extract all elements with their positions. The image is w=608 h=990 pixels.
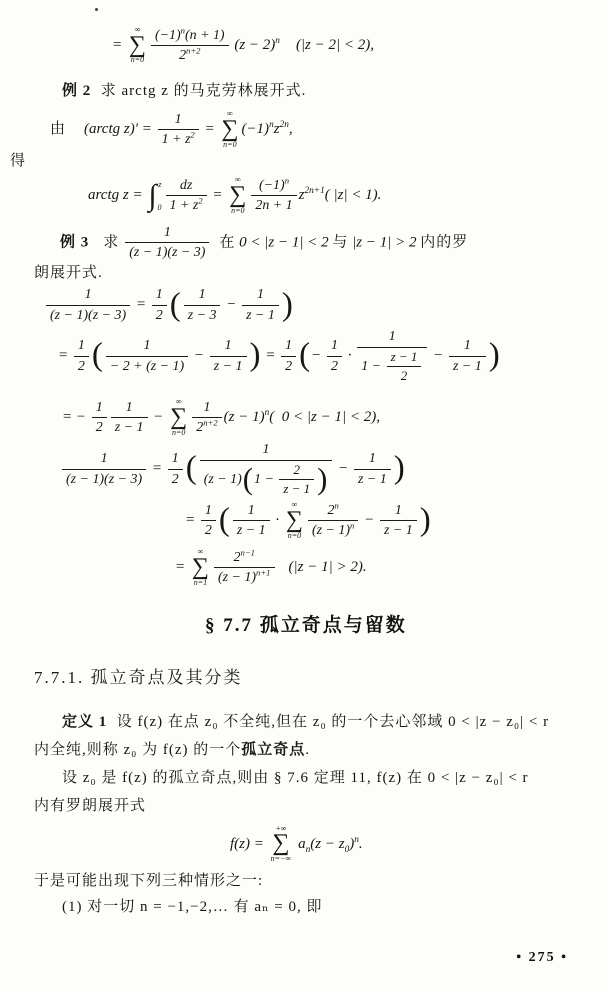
math-run: 2 xyxy=(331,358,338,374)
fraction-denominator xyxy=(111,418,148,436)
fraction-numerator xyxy=(111,399,148,418)
math-run: 1 xyxy=(171,451,179,467)
big-paren: ) xyxy=(317,461,328,496)
fraction-numerator xyxy=(201,502,216,521)
fraction-denominator xyxy=(152,306,167,324)
definition1-line2-post: . xyxy=(305,741,311,758)
math-run: = xyxy=(112,37,126,54)
math-run: 1 xyxy=(174,111,182,127)
fraction-denominator xyxy=(308,521,358,539)
math-run: 1 xyxy=(285,338,293,354)
math-superscript: 2n+1 xyxy=(304,186,325,197)
text-run: 求 xyxy=(103,233,120,250)
isolated-singularity-term: 孤立奇点 xyxy=(241,741,306,758)
math-run: 1 xyxy=(247,502,255,518)
summation xyxy=(192,548,209,587)
math-run: (z − 1) xyxy=(203,471,242,487)
math-superscript: n xyxy=(354,834,359,845)
math-superscript: 2 xyxy=(190,129,195,140)
cases-intro: 于是可能出现下列三种情形之一: xyxy=(34,872,264,889)
math-run: (z − 1)(z − 3) xyxy=(66,471,143,487)
math-fraction xyxy=(279,462,314,497)
sum-upper-limit: ∞ xyxy=(234,175,241,185)
integral-limits xyxy=(158,180,162,212)
math-run: z − 1 xyxy=(357,471,387,487)
math-run: = − xyxy=(62,409,90,426)
big-paren: ) xyxy=(249,337,261,374)
big-paren: ) xyxy=(393,450,405,487)
math-run: 2 xyxy=(285,358,293,374)
text-run: 在 xyxy=(219,233,236,250)
math-run: · xyxy=(343,347,356,364)
fraction-denominator xyxy=(449,357,486,375)
summation xyxy=(221,110,238,149)
formula-laurent-expansion xyxy=(230,825,608,864)
math-run: = xyxy=(175,559,189,576)
example3-continued: 朗展开式. xyxy=(34,265,103,282)
fraction-denominator xyxy=(233,521,270,539)
math-run: 1 xyxy=(257,287,264,303)
math-fraction xyxy=(106,337,188,375)
math-fraction xyxy=(184,286,221,324)
sum-lower-limit: n=0 xyxy=(130,55,145,65)
fraction-denominator xyxy=(200,461,333,497)
math-run: (|z − 2| < 2), xyxy=(295,37,375,54)
math-run: 0 < |z − 1| < 2 xyxy=(235,233,333,250)
math-run: 1 − xyxy=(254,471,278,487)
math-run: 1 xyxy=(84,287,92,303)
sum-lower-limit: n=0 xyxy=(287,530,302,540)
math-run: − xyxy=(334,460,352,477)
big-paren: ( xyxy=(299,337,311,374)
math-run: 2 xyxy=(293,461,300,477)
example2-line xyxy=(62,81,608,102)
paragraph-z0-line2: 内有罗朗展开式 xyxy=(34,797,147,814)
math-fraction xyxy=(168,450,183,488)
math-run: 1 xyxy=(368,451,376,467)
fraction-denominator xyxy=(92,418,107,436)
sum-lower-limit: n=0 xyxy=(231,205,245,215)
big-paren: ( xyxy=(91,337,103,374)
sigma-icon: ∑ xyxy=(285,506,303,533)
formula-outer-region xyxy=(60,441,608,497)
math-run: 2 xyxy=(196,420,204,436)
sum-upper-limit: +∞ xyxy=(275,823,287,833)
sum-lower-limit: n=0 xyxy=(171,427,186,437)
math-run: (n + 1) xyxy=(184,27,225,43)
math-superscript: n+1 xyxy=(256,567,271,578)
text-run: 与 xyxy=(332,233,349,250)
math-run: a xyxy=(298,835,306,852)
math-run: (z − 1) xyxy=(311,523,351,539)
math-run: 2 xyxy=(171,471,179,487)
math-run: (z − 1) xyxy=(217,570,257,586)
math-run: arctg z = xyxy=(88,187,147,204)
sum-lower-limit: n=−∞ xyxy=(270,853,292,863)
math-superscript: 2 xyxy=(198,195,203,206)
sum-lower-limit: n=0 xyxy=(223,139,237,149)
fraction-numerator xyxy=(158,111,199,130)
scan-artifact-dot xyxy=(95,8,98,11)
math-run: ( |z| < 1). xyxy=(324,187,382,204)
big-paren: ) xyxy=(488,337,500,374)
math-run: − xyxy=(429,347,447,364)
fraction-denominator xyxy=(125,243,209,261)
math-run: z − 1 xyxy=(452,358,482,374)
formula-top-series xyxy=(112,26,608,65)
fraction-denominator xyxy=(210,357,247,375)
math-run: 1 xyxy=(125,399,133,415)
math-subscript: n xyxy=(305,844,311,855)
fraction-numerator xyxy=(106,337,188,356)
math-run: 2 xyxy=(204,523,212,539)
math-subscript: 0 xyxy=(344,844,350,855)
fraction-numerator xyxy=(279,462,314,480)
math-run: (z − 1) xyxy=(223,409,265,426)
fraction-denominator xyxy=(251,196,296,214)
fraction-numerator xyxy=(62,450,146,469)
definition1-line1 xyxy=(62,712,608,733)
math-fraction xyxy=(46,286,130,324)
big-paren: ) xyxy=(281,286,293,323)
sum-upper-limit: ∞ xyxy=(291,500,298,510)
math-run: z xyxy=(273,121,280,138)
math-superscript: n xyxy=(264,408,270,419)
sum-upper-limit: ∞ xyxy=(227,109,233,119)
math-run: ) xyxy=(349,835,355,852)
math-run: 2 xyxy=(400,367,408,383)
math-superscript: n+2 xyxy=(203,417,218,428)
math-run: − xyxy=(190,347,208,364)
math-run: 1 xyxy=(77,338,85,354)
formula-expansion-step xyxy=(58,328,608,384)
math-run: 1 xyxy=(262,442,270,458)
sum-lower-limit: n=1 xyxy=(193,577,208,587)
math-run: 1 xyxy=(203,399,211,415)
math-run: 2 xyxy=(179,48,187,64)
math-superscript: n−1 xyxy=(240,547,255,558)
formula-outer-result xyxy=(175,548,608,587)
fraction-numerator xyxy=(151,27,229,46)
math-run: (−1) xyxy=(241,121,270,138)
math-run: 2 xyxy=(95,420,103,436)
fraction-numerator xyxy=(327,337,342,356)
fraction-denominator xyxy=(387,367,422,384)
example2-text: 求 arctg z 的马克劳林展开式. xyxy=(91,83,307,100)
summation xyxy=(229,176,246,215)
math-fraction xyxy=(281,337,296,375)
fraction-numerator xyxy=(354,450,391,469)
summation xyxy=(170,398,187,437)
math-run: 2 xyxy=(155,307,163,323)
math-fraction xyxy=(151,27,229,65)
math-run: 1 xyxy=(198,287,206,303)
fraction-numerator xyxy=(74,337,89,356)
math-run: 1 xyxy=(155,287,163,303)
math-run: ( 0 < |z − 1| < 2), xyxy=(269,409,380,426)
math-run: = xyxy=(208,187,227,204)
fraction-denominator xyxy=(46,306,130,324)
math-run: − 2 + (z − 1) xyxy=(109,358,185,374)
math-run: f(z) = xyxy=(230,835,268,852)
math-run: = xyxy=(132,296,150,313)
fraction-denominator xyxy=(166,196,207,214)
fraction-numerator xyxy=(184,286,221,305)
math-run: = xyxy=(200,121,219,138)
fraction-denominator xyxy=(106,357,188,375)
math-run: 1 + z xyxy=(169,198,199,214)
fraction-denominator xyxy=(281,357,296,375)
math-run: (z − 1)(z − 3) xyxy=(50,307,127,323)
math-fraction xyxy=(192,399,221,437)
fraction-denominator xyxy=(214,568,275,586)
formula-arctg-derivative xyxy=(50,110,608,149)
fraction-denominator xyxy=(242,306,279,324)
math-superscript: n xyxy=(284,175,289,186)
sigma-icon: ∑ xyxy=(272,830,290,857)
fraction-denominator xyxy=(184,306,221,324)
integral-lower-limit: 0 xyxy=(157,202,162,212)
fraction-numerator xyxy=(308,502,358,521)
definition1-text: 设 f(z) 在点 z₀ 不全纯,但在 z₀ 的一个去心邻域 0 < |z − z₀| < r xyxy=(107,713,550,730)
math-run: 2 xyxy=(77,358,85,374)
math-run: z − 1 xyxy=(236,523,266,539)
math-run: z xyxy=(298,187,305,204)
fraction-numerator xyxy=(357,328,427,347)
math-superscript: n+2 xyxy=(186,45,201,56)
math-run: z − 1 xyxy=(246,307,275,323)
math-run: (z − z xyxy=(310,835,345,852)
formula-annulus-series xyxy=(62,398,608,437)
fraction-numerator xyxy=(200,441,333,460)
math-fraction xyxy=(111,399,148,437)
definition1-line2 xyxy=(34,740,608,761)
math-fraction xyxy=(387,349,422,384)
math-superscript: n xyxy=(275,36,280,47)
math-run: 2 xyxy=(327,502,335,518)
example3-line xyxy=(60,224,608,262)
math-superscript: 2n xyxy=(279,120,289,131)
math-run: z − 3 xyxy=(187,307,217,323)
summation xyxy=(129,26,146,65)
math-fraction xyxy=(308,502,358,540)
math-run: − xyxy=(311,347,325,364)
big-paren: ( xyxy=(242,461,253,496)
fraction-denominator xyxy=(357,348,427,384)
math-fraction xyxy=(158,111,199,149)
math-run: 1 xyxy=(394,502,402,518)
fraction-numerator xyxy=(210,337,247,356)
math-run: z − 1 xyxy=(283,480,311,496)
math-fraction xyxy=(380,502,417,540)
big-paren: ) xyxy=(419,501,431,538)
math-fraction xyxy=(201,502,216,540)
math-superscript: n xyxy=(269,120,274,131)
fraction-denominator xyxy=(151,46,229,64)
section-heading: § 7.7 孤立奇点与留数 xyxy=(205,614,407,636)
math-run: 1 xyxy=(143,338,151,354)
sum-upper-limit: ∞ xyxy=(197,547,204,557)
fraction-numerator xyxy=(251,177,296,196)
math-run: 1 xyxy=(463,338,471,354)
fraction-denominator xyxy=(327,357,342,375)
math-run: (−1) xyxy=(259,178,285,194)
fraction-denominator xyxy=(380,521,417,539)
sigma-icon: ∑ xyxy=(128,31,146,58)
math-run: 1 xyxy=(224,338,232,354)
sigma-icon: ∑ xyxy=(170,403,188,430)
math-run: dz xyxy=(179,178,193,194)
fraction-numerator xyxy=(168,450,183,469)
sigma-icon: ∑ xyxy=(191,554,209,581)
math-run: 1 xyxy=(204,502,212,518)
fraction-numerator xyxy=(233,502,270,521)
paragraph-z0-line1: 设 z₀ 是 f(z) 的孤立奇点,则由 § 7.6 定理 11, f(z) 在 0 < |z − z₀| < r xyxy=(62,769,529,786)
text-run: 内的罗 xyxy=(420,233,469,250)
math-run: (z − 2) xyxy=(230,37,276,54)
math-fraction xyxy=(152,286,167,324)
fraction-denominator xyxy=(158,130,199,148)
math-run: 1 + z xyxy=(161,132,191,148)
summation xyxy=(271,825,292,864)
math-run: 1 xyxy=(95,399,103,415)
big-paren: ( xyxy=(218,501,230,538)
fraction-denominator xyxy=(74,357,89,375)
fraction-numerator xyxy=(380,502,417,521)
integral-icon: ∫ xyxy=(148,179,157,213)
fraction-numerator xyxy=(152,286,167,305)
math-superscript: n xyxy=(334,500,339,511)
label-run: 例 3 xyxy=(60,233,90,250)
math-run: − xyxy=(149,409,168,426)
case1-line: (1) 对一切 n = −1,−2,… 有 aₙ = 0, 即 xyxy=(62,898,323,915)
math-fraction xyxy=(92,399,107,437)
math-run: = xyxy=(58,347,72,364)
subsection-heading: 7.7.1. 孤立奇点及其分类 xyxy=(34,667,243,687)
definition1-label: 定义 1 xyxy=(62,713,108,730)
fraction-numerator xyxy=(46,286,130,305)
fraction-denominator xyxy=(354,470,391,488)
math-run: (−1) xyxy=(154,27,181,43)
formula-partial-fractions xyxy=(44,286,608,324)
math-run: 1 − xyxy=(361,358,385,374)
math-run: 1 xyxy=(100,451,108,467)
fraction-numerator xyxy=(125,224,209,243)
summation xyxy=(286,501,303,540)
math-run: (|z − 1| > 2). xyxy=(288,559,367,576)
math-run: z − 1 xyxy=(390,348,418,364)
math-fraction xyxy=(327,337,342,375)
fraction-numerator xyxy=(166,177,207,196)
fraction-denominator xyxy=(201,521,216,539)
math-fraction xyxy=(125,224,209,262)
math-run: 1 xyxy=(163,224,171,240)
math-run: z − 1 xyxy=(383,523,413,539)
math-fraction xyxy=(166,177,207,215)
math-run: − xyxy=(360,512,378,529)
big-paren: ( xyxy=(185,450,197,487)
math-superscript: n xyxy=(350,520,355,531)
math-run: . xyxy=(358,835,363,852)
fraction-numerator xyxy=(214,549,275,568)
sum-upper-limit: ∞ xyxy=(134,25,141,34)
fraction-numerator xyxy=(449,337,486,356)
math-run: = xyxy=(148,460,166,477)
sigma-icon: ∑ xyxy=(229,182,247,209)
math-fraction xyxy=(449,337,486,375)
math-run: − xyxy=(222,296,241,313)
math-run: = xyxy=(261,347,280,364)
math-run: 1 xyxy=(331,338,338,354)
fraction-denominator xyxy=(168,470,183,488)
math-fraction xyxy=(251,177,296,215)
fraction-denominator xyxy=(279,480,314,497)
math-fraction xyxy=(74,337,89,375)
formula-arctg-integral xyxy=(88,176,608,215)
math-run: 1 xyxy=(388,329,396,345)
fraction-denominator xyxy=(192,418,221,436)
formula-outer-step xyxy=(185,501,608,540)
math-run: (z − 1)(z − 3) xyxy=(129,245,206,260)
math-run: z − 1 xyxy=(114,420,144,436)
math-run: · xyxy=(271,512,283,529)
page-number: • 275 • xyxy=(516,950,568,965)
de-label: 得 xyxy=(10,153,27,170)
sigma-icon: ∑ xyxy=(221,115,239,142)
math-fraction xyxy=(210,337,247,375)
integral xyxy=(148,180,161,212)
math-run: = xyxy=(185,512,199,529)
big-paren: ( xyxy=(169,286,181,323)
example2-label: 例 2 xyxy=(62,83,92,100)
math-run: , xyxy=(288,121,293,138)
math-run: 2n + 1 xyxy=(255,198,293,214)
math-run: z − 1 xyxy=(213,358,243,374)
math-fraction xyxy=(62,450,146,488)
math-superscript: n xyxy=(180,25,185,36)
math-run: (arctg z)′ = xyxy=(84,121,156,138)
math-fraction xyxy=(200,441,333,497)
math-fraction xyxy=(354,450,391,488)
integral-upper-limit: z xyxy=(158,179,162,189)
text-run: 由 xyxy=(50,121,67,138)
math-fraction xyxy=(357,328,427,384)
math-fraction xyxy=(242,286,279,324)
fraction-numerator xyxy=(387,349,422,367)
fraction-numerator xyxy=(92,399,107,418)
fraction-numerator xyxy=(281,337,296,356)
fraction-numerator xyxy=(192,399,221,418)
math-fraction xyxy=(214,549,275,587)
fraction-numerator xyxy=(242,286,279,305)
fraction-denominator xyxy=(62,470,146,488)
math-run: 2 xyxy=(233,550,241,566)
math-run: |z − 1| > 2 xyxy=(348,233,421,250)
sum-upper-limit: ∞ xyxy=(175,397,182,407)
math-fraction xyxy=(233,502,270,540)
definition1-line2-pre: 内全纯,则称 z₀ 为 f(z) 的一个 xyxy=(34,741,242,758)
